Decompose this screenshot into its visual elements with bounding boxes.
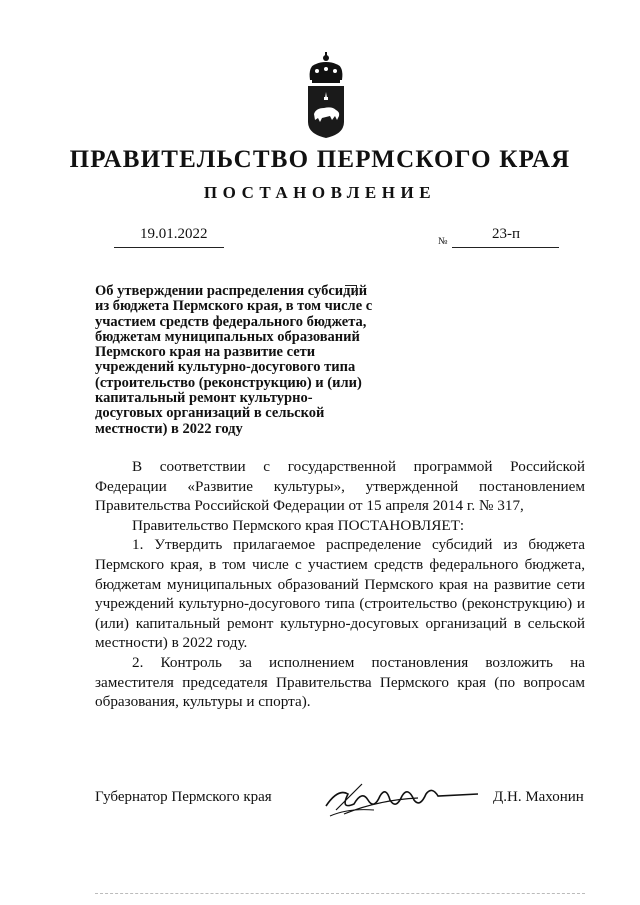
document-body (95, 457, 585, 712)
item-2-paragraph: 2. Контроль за исполнением постановления возложить на заместителя председателя Правительства Пермского края (по вопросам образования, культуры и спорта). (95, 653, 585, 711)
document-date: 19.01.2022 (140, 226, 208, 242)
corner-bracket (345, 285, 357, 296)
document-subject: Об утверждении распределения субсидий из бюджета Пермского края, в том числе с участием средств федерального бюджета, бюджетам муниципальных образований Пермского края на развитие сети учреждений культурно-досугового типа (строительство (реконструкцию) и (или) капитальный ремонт культурно-досуговых организаций в сельской местности) в 2022 году (95, 283, 373, 437)
item-1-paragraph: 1. Утвердить прилагаемое распределение субсидий из бюджета Пермского края, в том числе с участием средств федерального бюджета, бюджетам муниципальных образований Пермского края на развитие сети учреждений культурно-досугового типа (строительство (реконструкцию) и (или) капитальный ремонт культурно-досуговых организаций в сельской местности) в 2022 году. (95, 536, 585, 652)
handwritten-signature (318, 770, 483, 824)
document-type: ПОСТАНОВЛЕНИЕ (203, 183, 437, 202)
crown-icon (310, 52, 343, 83)
number-sign: № (438, 236, 448, 247)
document-number: 23-п (492, 226, 521, 242)
number-underline (452, 247, 559, 248)
footer-divider (95, 893, 585, 894)
signatory-title: Губернатор Пермского края (95, 789, 272, 805)
signatory-name: Д.Н. Махонин (493, 789, 584, 805)
shield-icon (308, 86, 344, 138)
coat-of-arms-emblem (302, 52, 350, 140)
government-title: ПРАВИТЕЛЬСТВО ПЕРМСКОГО КРАЯ (69, 146, 571, 173)
date-underline (114, 247, 224, 248)
preamble-paragraph: В соответствии с государственной программой Российской Федерации «Развитие культуры», утвержденной постановлением Правительства Российской Федерации от 15 апреля 2014 г. № 317, (95, 458, 585, 515)
decree-paragraph: Правительство Пермского края ПОСТАНОВЛЯЕТ: (132, 516, 465, 534)
